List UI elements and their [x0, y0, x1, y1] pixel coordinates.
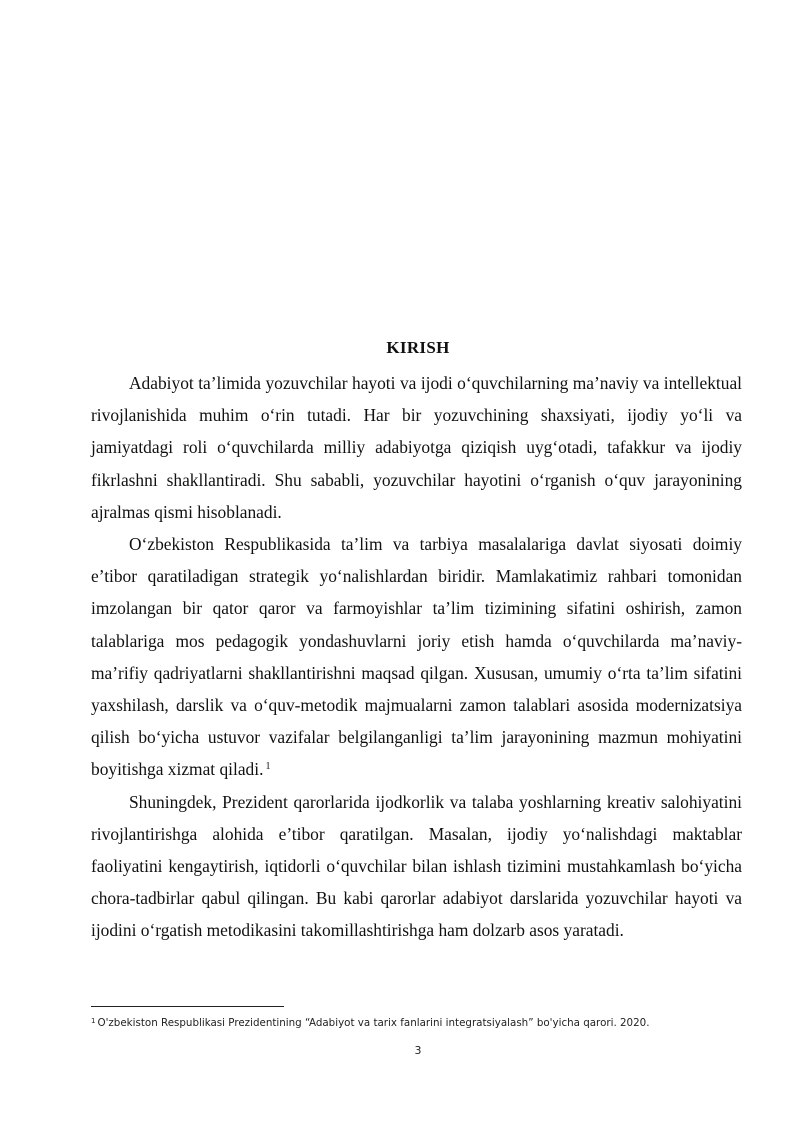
paragraph-1: Adabiyot ta’limida yozuvchilar hayoti va ijodi o‘quvchilarning ma’naviy va intellektual rivojlanishida muhim o‘rin tutadi. Har bir yozuvchining shaxsiyati, ijodiy yo‘li va jamiyatdagi roli o‘quvchilarda milliy adabiyotga qiziqish uyg‘otadi, tafakkur va ijodiy fikrlashni shakllantiradi. Shu sababli, yozuvchilar hayotini o‘rganish o‘quv jarayonining ajralmas qismi hisoblanadi.: [91, 373, 742, 522]
footnote-divider: [91, 1006, 284, 1007]
footnote: [91, 1015, 751, 1031]
section-heading: KIRISH: [386, 338, 450, 357]
footnote-marker: 1: [91, 1017, 96, 1025]
body-text: [91, 367, 742, 947]
paragraph-3: Shuningdek, Prezident qarorlarida ijodkorlik va talaba yoshlarning kreativ salohiyatini rivojlantirishga alohida e’tibor qaratilgan. Masalan, ijodiy yo‘nalishdagi maktablar faoliyatini kengaytirish, iqtidorli o‘quvchilar bilan ishlash tizimini mustahkamlash bo‘yicha chora-tadbirlar qabul qilingan. Bu kabi qarorlar adabiyot darslarida yozuvchilar hayoti va ijodini o‘rgatish metodikasini takomillashtirishga ham dolzarb asos yaratadi.: [91, 791, 742, 941]
paragraph-2-text: O‘zbekiston Respublikasida ta’lim va tarbiya masalalariga davlat siyosati doimiy e’tibor qaratiladigan strategik yo‘nalishlardan biridir. Mamlakatimiz rahbari tomonidan imzolangan bir qator qaror va farmoyishlar ta’lim tizimining sifatini oshirish, zamon talablariga mos pedagogik yondashuvlarni joriy etish hamda o‘quvchilarda ma’naviy-ma’rifiy qadriyatlarni shakllantirishni maqsad qilgan. Xususan, umumiy o‘rta ta’lim sifatini yaxshilash, darslik va o‘quv-metodik majmualarni zamon talablari asosida modernizatsiya qilish bo‘yicha ustuvor vazifalar belgilanganligi ta’lim jarayonining mazmun mohiyatini boyitishga xizmat qiladi.: [91, 534, 742, 780]
page-number: 3: [414, 1044, 422, 1057]
footnote-text: O'zbekiston Respublikasi Prezidentining “Adabiyot va tarix fanlarini integratsiyalash” bo'yicha qarori. 2020.: [97, 1017, 650, 1029]
footnote-reference[interactable]: 1: [265, 761, 271, 773]
paragraph-2: [91, 528, 742, 786]
